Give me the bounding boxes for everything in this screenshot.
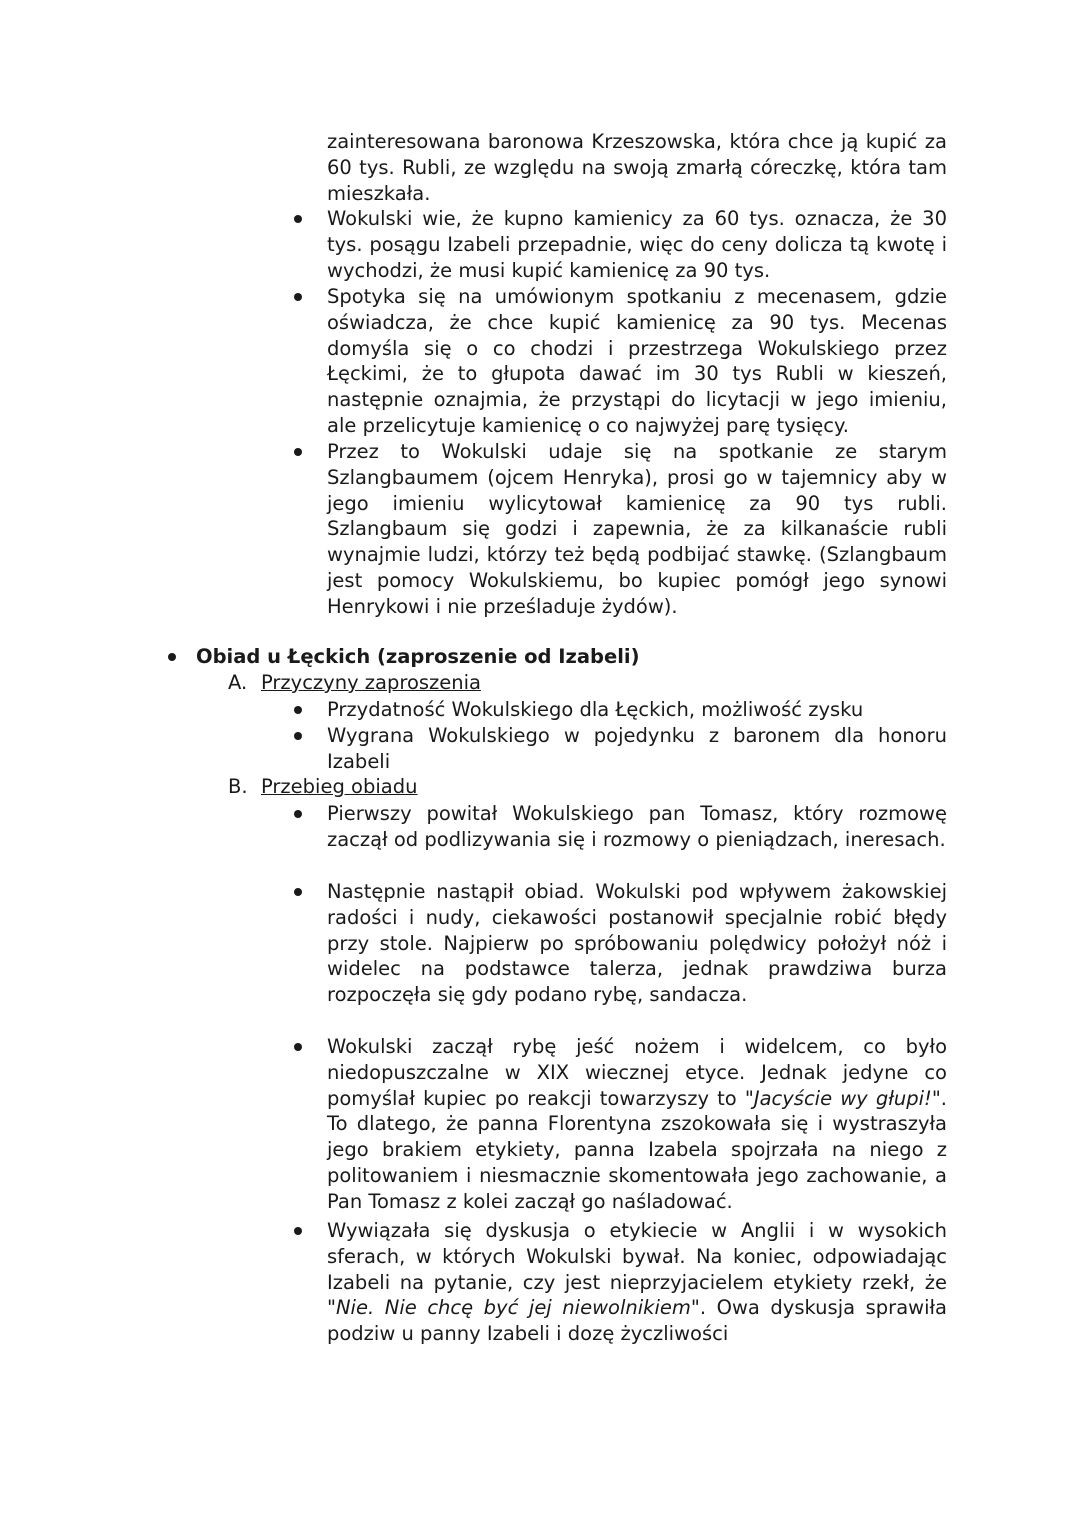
list-item-text-end: . To dlatego, że panna Florentyna zszokowała się i wystraszyła jego brakiem etykiety, panna Izabela spojrzała na niego z politowaniem i niesmacznie skomentowała jego zachowanie, a Pan Tomasz z kolei zaczął go naśladować. — [327, 1086, 947, 1213]
paragraph-text: zainteresowana baronowa Krzeszowska, która chce ją kupić za 60 tys. Rubli, ze względu na swoją zmarłą córeczkę, która tam mieszkała. — [327, 130, 947, 205]
list-item-text-start: Wywiązała się dyskusja o etykiecie w Anglii i w wysokich sferach, w których Wokulski bywał. Na koniec, odpowiadając Izabeli na pytanie, czy jest nieprzyjacielem etykiety rzekł, że — [327, 1219, 947, 1294]
list-item-text: Przez to Wokulski udaje się na spotkanie ze starym Szlangbaumem (ojcem Henryka), prosi go w tajemnicy aby w jego imieniu wylicytował kamienicę za 90 tys rubli. Szlangbaum się godzi i zapewnia, że za kilkanaście rubli wynajmie ludzi, którzy też będą podbijać stawkę. (Szlangbaum jest pomocy Wokulskiemu, bo kupiec pomógł jego synowi Henrykowi i nie prześladuje żydów). — [327, 440, 947, 618]
bullet-icon — [294, 810, 302, 818]
section-heading: Obiad u Łęckich (zaproszenie od Izabeli) — [196, 645, 640, 668]
list-item-text: Wokulski wie, że kupno kamienicy za 60 tys. oznacza, że 30 tys. posągu Izabeli przepadnie, więc do ceny dolicza tą kwotę i wychodzi, że musi kupić kamienicę za 90 tys. — [327, 207, 947, 282]
list-item — [327, 697, 947, 723]
quote-text: "Jacyście wy głupi!" — [744, 1086, 941, 1110]
list-item-text-start: Wokulski zaczął rybę jeść nożem i widelcem, co było niedopuszczalne w XIX wiecznej etyce. Jednak jedyne co pomyślał kupiec po reakcji towarzyszy to — [327, 1035, 947, 1110]
bullet-icon — [294, 1043, 302, 1051]
bullet-icon — [294, 888, 302, 896]
list-item-text: Spotyka się na umówionym spotkaniu z mecenasem, gdzie oświadcza, że chce kupić kamienicę za 90 tys. Mecenas domyśla się o co chodzi i przestrzega Wokulskiego przez Łęckimi, że to głupota dawać im 30 tys Rubli w kieszeń, następnie oznajmia, że przystąpi do licytacji w jego imieniu, ale przelicytuje kamienicę o co najwyżej parę tysięcy. — [327, 285, 947, 437]
list-item — [327, 801, 947, 853]
list-item-text: Wygrana Wokulskiego w pojedynku z baronem dla honoru Izabeli — [327, 724, 947, 773]
bullet-icon — [294, 215, 302, 223]
list-item-text: Następnie nastąpił obiad. Wokulski pod wpływem żakowskiej radości i nudy, ciekawości postanowił specjalnie robić błędy przy stole. Najpierw po spróbowaniu polędwicy położył nóż i widelec na podstawce talerza, jednak prawdziwa burza rozpoczęła się gdy podano rybę, sandacza. — [327, 880, 947, 1007]
subsection-title: Przyczyny zaproszenia — [261, 671, 482, 694]
quote-text: "Nie. Nie chcę być jej niewolnikiem" — [327, 1296, 700, 1320]
list-item — [327, 723, 947, 775]
list-item — [327, 439, 947, 620]
bullet-icon — [294, 706, 302, 714]
list-item — [327, 1034, 947, 1215]
subsection-letter: A. — [228, 671, 248, 694]
list-item-text: Pierwszy powitał Wokulskiego pan Tomasz, który rozmowę zaczął od podlizywania się i rozmowy o pieniądzach, ineresach. — [327, 802, 947, 851]
continuation-paragraph — [327, 129, 947, 206]
bullet-icon — [294, 732, 302, 740]
bullet-icon — [294, 1227, 302, 1235]
list-item — [327, 1218, 947, 1347]
subsection-title: Przebieg obiadu — [261, 775, 418, 798]
list-item-text-end: . Owa dyskusja sprawiła podziw u panny Izabeli i dozę życzliwości — [327, 1296, 948, 1346]
list-item-text: Przydatność Wokulskiego dla Łęckich, możliwość zysku — [327, 698, 864, 721]
list-item — [327, 284, 947, 439]
list-item — [327, 879, 947, 1008]
list-item — [327, 206, 947, 283]
bullet-icon — [294, 448, 302, 456]
bullet-icon — [168, 653, 176, 661]
subsection-letter: B. — [228, 775, 248, 798]
bullet-icon — [294, 293, 302, 301]
